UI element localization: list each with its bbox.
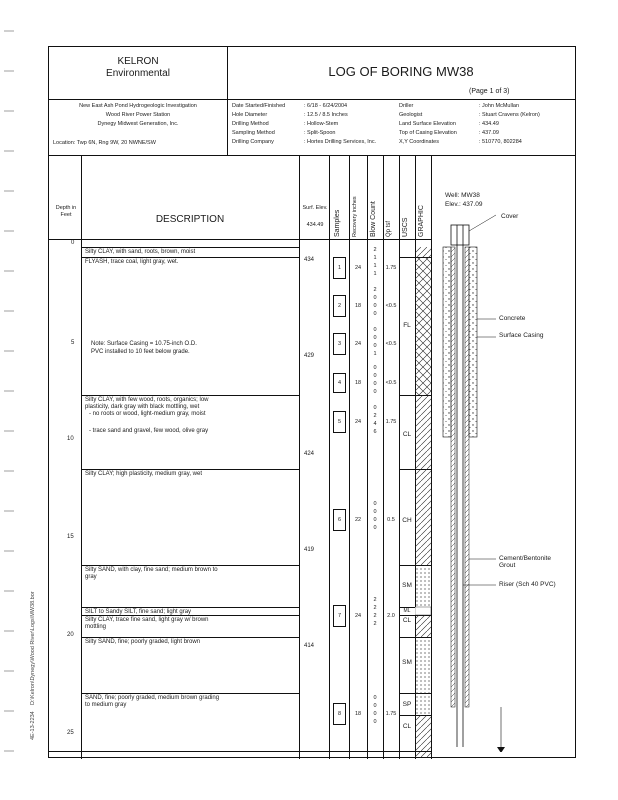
uscs-code: CL (402, 431, 412, 438)
side-code: 4E-13-2234 (30, 711, 36, 740)
blow-count: 6 (373, 429, 377, 435)
blow-count: 1 (373, 271, 377, 277)
blow-count: 0 (373, 311, 377, 317)
blow-count: 0 (373, 509, 377, 515)
depth-tick: 15 (67, 534, 74, 540)
description-line: - trace sand and gravel, few wood, olive gray (89, 428, 209, 434)
field-value: : 437.09 (479, 130, 499, 136)
elevation-value: 429 (304, 353, 315, 359)
qp-value: 2.0 (387, 613, 395, 619)
blow-count: 2 (373, 247, 377, 253)
well-name: Well: MW38 (445, 192, 480, 199)
well-label-cover: Cover (501, 213, 519, 220)
binder-mark (4, 590, 14, 592)
binder-mark (4, 270, 14, 272)
description-line: mottling (85, 624, 107, 630)
sample-id: 5 (337, 419, 342, 425)
field-label: Drilling Company (232, 139, 274, 145)
blow-count: 0 (373, 525, 377, 531)
binder-mark (4, 550, 14, 552)
sample-recovery: 18 (354, 303, 362, 309)
description-line: Silty CLAY, with sand, roots, brown, moist (85, 249, 196, 255)
sample-recovery: 22 (354, 517, 362, 523)
uscs-code: SP (402, 701, 412, 708)
blow-count: 0 (373, 719, 377, 725)
description-line: SAND, fine; poorly graded, medium brown grading (85, 695, 220, 701)
blow-count-header: Blow Count (370, 201, 377, 237)
sample-recovery: 24 (354, 341, 362, 347)
field-value: : Hollow-Stem (304, 121, 339, 127)
uscs-header: USCS (402, 217, 409, 237)
blow-count: 0 (373, 327, 377, 333)
blow-count: 0 (373, 405, 377, 411)
field-value: : Split-Spoon (304, 130, 336, 136)
sample-recovery: 18 (354, 380, 362, 386)
description-line: - no roots or wood, light-medium gray, moist (89, 411, 206, 417)
graphic-header: GRAPHIC (418, 205, 425, 237)
page-title: LOG OF BORING MW38 (328, 64, 474, 79)
binder-mark (4, 390, 14, 392)
binder-mark (4, 110, 14, 112)
sample-id: 2 (337, 303, 342, 309)
uscs-code: SM (402, 659, 412, 666)
blow-count: 0 (373, 365, 377, 371)
soil-graphic (415, 247, 431, 757)
qp-header: Qp tsf (386, 220, 392, 237)
binder-mark (4, 710, 14, 712)
description-line: plasticity, dark gray with black mottling, wet (85, 404, 200, 410)
sample-id: 7 (337, 613, 342, 619)
uscs-code: FL (403, 322, 411, 329)
blow-count: 1 (373, 351, 377, 357)
project-name: New East Ash Pond Hydrogeologic Investigation (79, 103, 197, 109)
sample-recovery: 24 (354, 419, 362, 425)
blow-count: 2 (373, 605, 377, 611)
field-value: : 510770, 802284 (479, 139, 522, 145)
project-site: Wood River Power Station (105, 112, 171, 118)
well-diagram (441, 207, 576, 752)
field-value: : 12.5 / 8.5 Inches (304, 112, 348, 118)
blow-count: 2 (373, 613, 377, 619)
blow-count: 4 (373, 421, 377, 427)
blow-count: 0 (373, 335, 377, 341)
well-label-riser: Riser (Sch 40 PVC) (499, 581, 556, 588)
binder-mark (4, 190, 14, 192)
samples-header: Samples (334, 209, 341, 237)
field-value: : Hortes Drilling Services, Inc. (304, 139, 377, 145)
blow-count: 0 (373, 703, 377, 709)
field-value: : 6/18 - 6/24/2004 (304, 103, 348, 109)
elevation-value: 414 (304, 643, 315, 649)
sample-id: 6 (337, 517, 342, 523)
blow-count: 0 (373, 373, 377, 379)
blow-count: 0 (373, 295, 377, 301)
qp-value: 0.5 (387, 517, 395, 523)
sample-recovery: 24 (354, 613, 362, 619)
depth-tick: 25 (67, 730, 74, 736)
field-label: Date Started/Finished (232, 103, 286, 109)
blow-count: 2 (373, 287, 377, 293)
qp-value: 1.75 (385, 265, 397, 271)
sample-recovery: 24 (354, 265, 362, 271)
description-line: SILT to Sandy SILT, fine sand; light gray (85, 609, 192, 615)
blow-count: 0 (373, 389, 377, 395)
qp-value: 1.75 (385, 419, 397, 425)
blow-count: 0 (373, 343, 377, 349)
binder-mark (4, 30, 14, 32)
blow-count: 2 (373, 413, 377, 419)
field-value: : John McMullan (479, 103, 520, 109)
binder-mark (4, 470, 14, 472)
description-line: Note: Surface Casing = 10.75-inch O.D. (91, 341, 197, 347)
description-line: Silty CLAY, trace fine sand, light gray w/ brown (85, 617, 209, 623)
surf-elev-header: Surf. Elev. (302, 205, 328, 211)
elevation-value: 424 (304, 451, 315, 457)
well-elevation: Elev.: 437.09 (445, 201, 483, 208)
depth-tick: 5 (71, 340, 75, 346)
project-client: Dynegy Midwest Generation, Inc. (97, 121, 179, 127)
sample-id: 3 (337, 341, 342, 347)
elevation-value: 434 (304, 257, 315, 263)
depth-tick: 20 (67, 632, 74, 638)
field-value: : 434.49 (479, 121, 499, 127)
blow-count: 0 (373, 303, 377, 309)
field-label: Driller (399, 103, 414, 109)
qp-value: <0.5 (385, 380, 397, 386)
field-label: Sampling Method (232, 130, 275, 136)
uscs-code: SM (402, 582, 412, 589)
field-label: Top of Casing Elevation (399, 130, 457, 136)
depth-tick: 0 (71, 240, 75, 246)
description-line: Silty CLAY; high plasticity, medium gray, wet (85, 471, 202, 477)
binder-mark (4, 670, 14, 672)
blow-count: 1 (373, 255, 377, 261)
sample-id: 8 (337, 711, 342, 717)
binder-mark (4, 510, 14, 512)
recovery-header: Recovery inches (352, 196, 358, 237)
uscs-code: ML (403, 608, 411, 614)
surf-elev-value: 434.49 (306, 222, 324, 228)
boring-log-sheet (48, 46, 576, 758)
description-line: to medium gray (85, 702, 127, 708)
elevation-value: 419 (304, 547, 315, 553)
binder-mark (4, 70, 14, 72)
binder-mark (4, 750, 14, 752)
field-label: Geologist (399, 112, 423, 118)
qp-value: <0.5 (385, 303, 397, 309)
side-file-path: D:\Kelron\Dynegy\Wood River\Logs\MW38.bor (30, 591, 36, 705)
page-number: (Page 1 of 3) (469, 88, 510, 95)
description-line: gray (85, 574, 97, 580)
description-header: DESCRIPTION (155, 214, 225, 225)
qp-value: 1.75 (385, 711, 397, 717)
binder-mark (4, 350, 14, 352)
blow-count: 0 (373, 381, 377, 387)
binder-mark (4, 430, 14, 432)
uscs-code: CH (402, 517, 412, 524)
binder-mark (4, 150, 14, 152)
binder-mark (4, 630, 14, 632)
blow-count: 1 (373, 263, 377, 269)
blow-count: 2 (373, 621, 377, 627)
sample-id: 4 (337, 380, 342, 386)
description-line: Silty SAND, fine; poorly graded, light brown (85, 639, 201, 645)
description-line: Silty SAND, with clay, fine sand; medium brown to (85, 567, 218, 573)
blow-count: 2 (373, 597, 377, 603)
well-label-grout: Cement/Bentonite Grout (499, 555, 552, 569)
field-label: Land Surface Elevation (399, 121, 456, 127)
blow-count: 0 (373, 711, 377, 717)
field-label: X,Y Coordinates (399, 139, 439, 145)
description-line: Silty CLAY, with few wood, roots, organics; low (85, 397, 209, 403)
field-label: Drilling Method (232, 121, 269, 127)
sample-id: 1 (337, 265, 342, 271)
well-label-concrete: Concrete (499, 315, 526, 322)
depth-tick: 10 (67, 436, 74, 442)
company-name: KELRON (117, 56, 159, 67)
location-text: Location: Twp 6N, Rng 9W, 20 NWNE/SW (53, 140, 156, 146)
binder-mark (4, 310, 14, 312)
uscs-code: CL (402, 723, 412, 730)
qp-value: <0.5 (385, 341, 397, 347)
blow-count: 0 (373, 501, 377, 507)
well-label-surface-casing: Surface Casing (499, 332, 544, 339)
binder-mark (4, 230, 14, 232)
sample-recovery: 18 (354, 711, 362, 717)
uscs-code: CL (402, 617, 412, 624)
description-line: FLYASH, trace coal, light gray, wet. (85, 259, 179, 265)
field-value: : Stuart Cravens (Kelron) (479, 112, 540, 118)
field-label: Hole Diameter (232, 112, 268, 118)
description-line: PVC installed to 10 feet below grade. (91, 349, 190, 355)
depth-header: Depth in Feet (55, 205, 77, 218)
blow-count: 0 (373, 695, 377, 701)
company-subtitle: Environmental (106, 68, 170, 79)
blow-count: 0 (373, 517, 377, 523)
